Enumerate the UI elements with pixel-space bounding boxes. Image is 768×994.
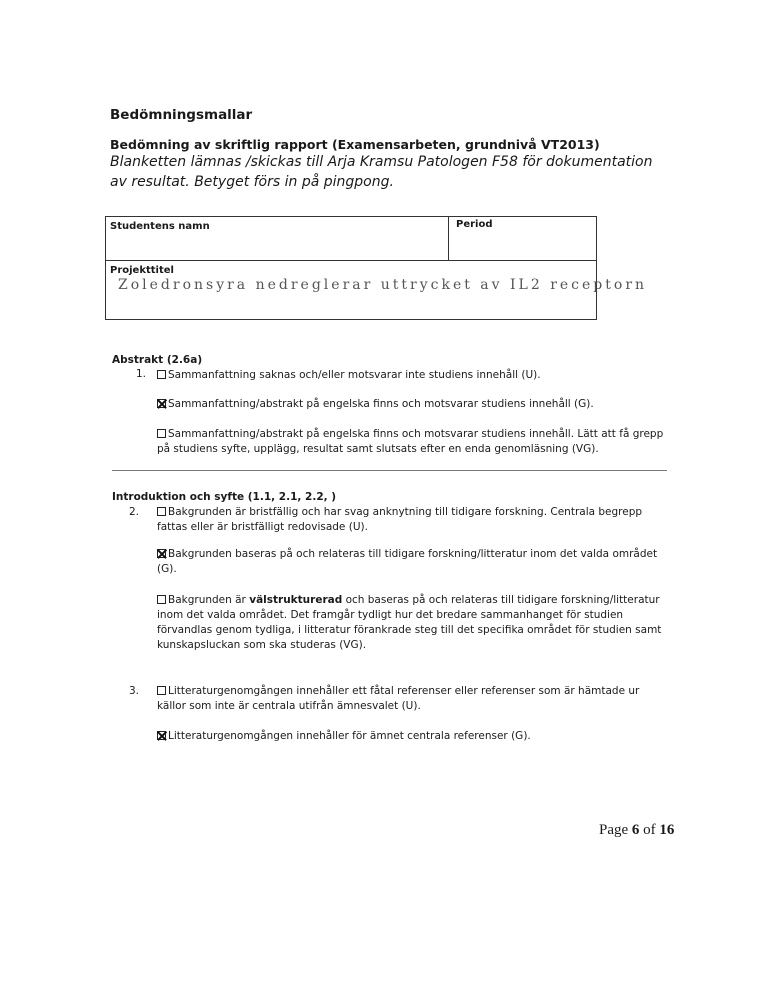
item-number: 3. [128, 685, 139, 697]
project-title-label: Projekttitel [110, 265, 174, 276]
checkbox-checked[interactable] [157, 549, 166, 558]
criterion-option: Sammanfattning saknas och/eller motsvarar inte studiens innehåll (U). [157, 368, 657, 383]
checkbox-checked[interactable] [157, 399, 166, 408]
item-number: 1. [135, 368, 146, 380]
period-label: Period [456, 219, 493, 230]
checkbox-unchecked[interactable] [157, 429, 166, 438]
criterion-option: Bakgrunden baseras på och relateras till tidigare forskning/litteratur inom det valda området (G). [157, 548, 658, 575]
checkbox-unchecked[interactable] [157, 595, 166, 604]
student-name-label: Studentens namn [110, 221, 210, 232]
page-title: Bedömningsmallar [110, 107, 253, 123]
form-subtitle: Bedömning av skriftlig rapport (Examensarbeten, grundnivå VT2013) [110, 137, 600, 152]
criterion-option: Litteraturgenomgången innehåller ett fåtal referenser eller referenser som är hämtade ur källor som inte är centrala utifrån ämnesvalet (U). [157, 685, 640, 712]
criterion-option: Sammanfattning/abstrakt på engelska finns och motsvarar studiens innehåll. Lätt att få grepp på studiens syfte, upplägg, resultat samt slutsats efter en enda genomläsning (VG). [157, 428, 664, 455]
item-number: 2. [128, 506, 139, 518]
project-title-handwritten: Zoledronsyra nedreglerar uttrycket av IL2 receptorn [118, 277, 648, 293]
criterion-option: Sammanfattning/abstrakt på engelska finns och motsvarar studiens innehåll (G). [157, 397, 657, 412]
criterion-option: Litteraturgenomgången innehåller för ämnet centrala referenser (G). [157, 729, 657, 744]
box-divider [105, 260, 597, 261]
section-separator [112, 470, 667, 471]
criterion-option: Bakgrunden är bristfällig och har svag anknytning till tidigare forskning. Centrala begrepp fattas eller är bristfälligt redovisade (U). [157, 506, 643, 533]
box-column-divider [448, 216, 449, 261]
section-title-introduction: Introduktion och syfte (1.1, 2.1, 2.2, ) [112, 491, 337, 503]
checkbox-unchecked[interactable] [157, 686, 166, 695]
checkbox-unchecked[interactable] [157, 370, 166, 379]
section-title-abstract: Abstrakt (2.6a) [112, 354, 203, 366]
checkbox-checked[interactable] [157, 731, 166, 740]
page-number: Page 6 of 16 [599, 822, 675, 838]
criterion-option: Bakgrunden är välstrukturerad och baseras på och relateras till tidigare forskning/litteratur inom det valda området. Det framgår tydligt hur det bredare sammanhanget för studien förvandlas genom tydliga, i litteratur förankrade steg till det specifika området för studien samt kunskapsluckan som ska studeras (VG). [157, 594, 662, 651]
form-instruction: Blanketten lämnas /skickas till Arja Kramsu Patologen F58 för dokumentation av resultat. Betyget förs in på pingpong. [110, 154, 653, 190]
checkbox-unchecked[interactable] [157, 507, 166, 516]
